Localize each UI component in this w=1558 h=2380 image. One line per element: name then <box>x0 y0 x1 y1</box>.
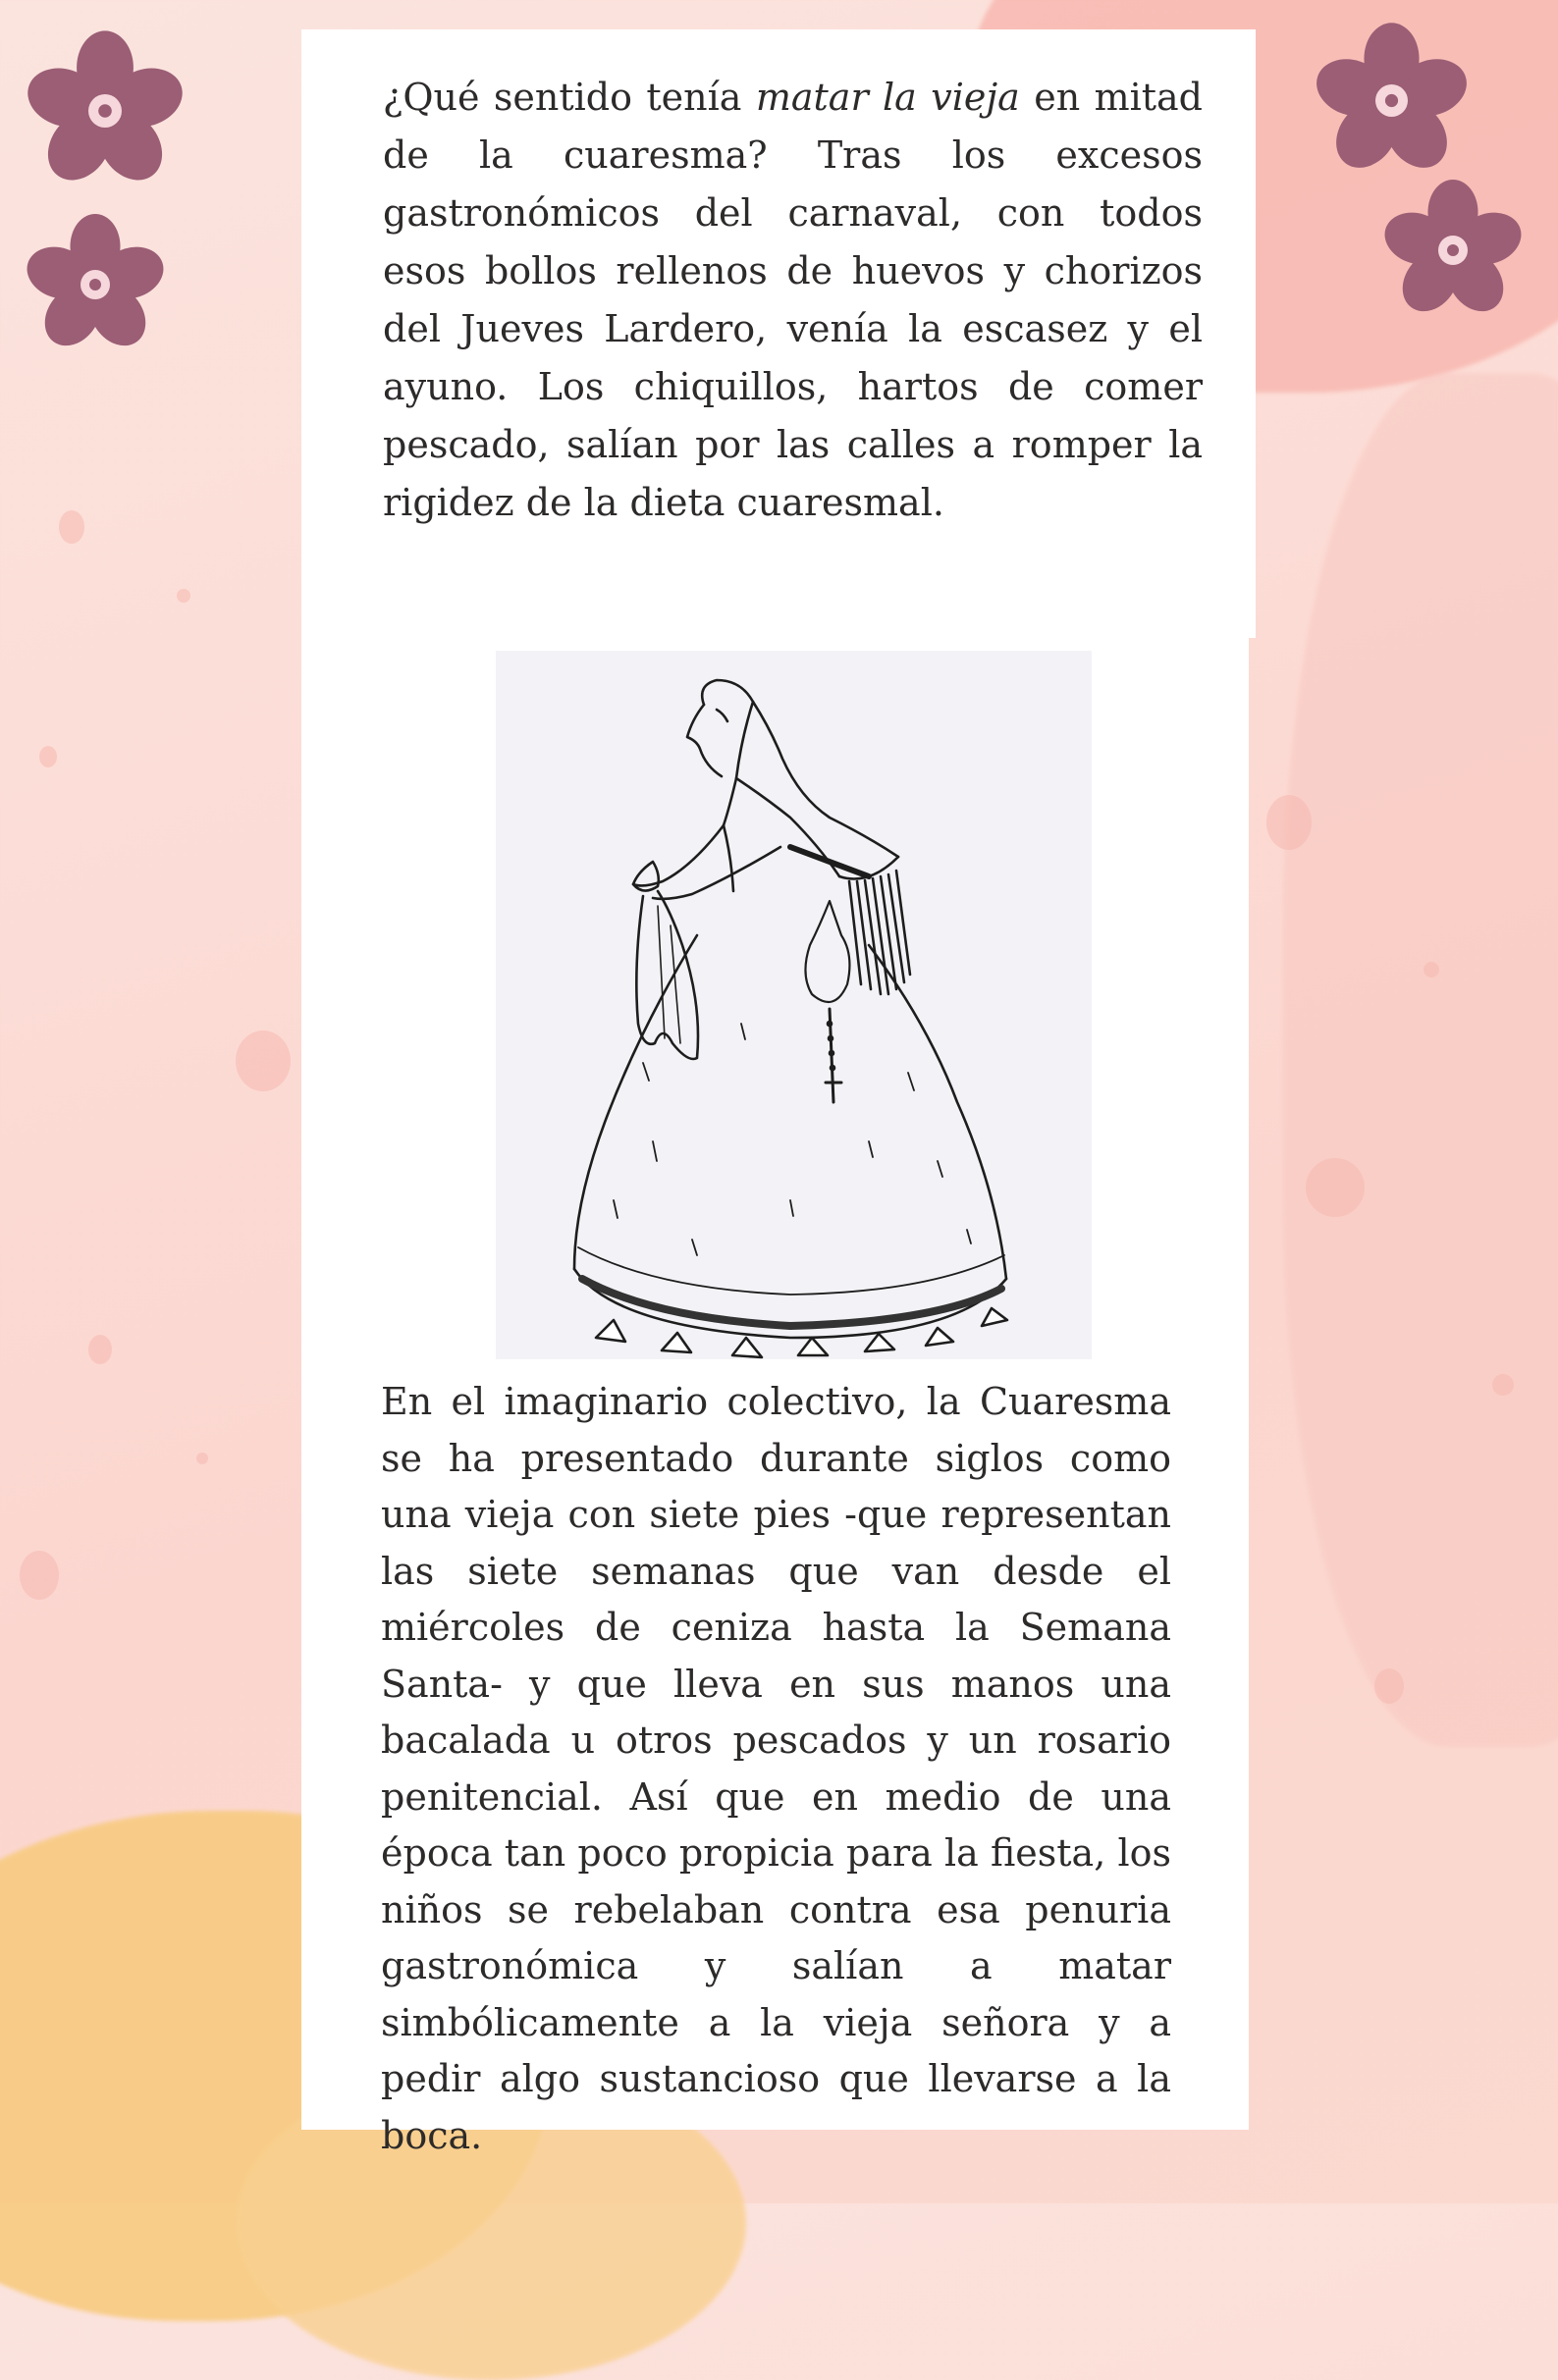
background-speckle <box>39 746 57 767</box>
intro-rest: en mitad de la cuaresma? Tras los excesos gastronómicos del carnaval, con todos esos bollos rellenos de huevos y chorizos del Jueves Lardero, venía la escasez y el ayuno. Los chiquillos, hartos de comer pescado, salían por las calles a romper la rigidez de la dieta cuaresmal. <box>383 76 1204 524</box>
background-speckle <box>1306 1158 1365 1217</box>
flower-icon <box>22 27 188 194</box>
intro-emphasis: matar la vieja <box>755 76 1020 119</box>
flower-icon <box>22 211 169 358</box>
flower-icon <box>1311 20 1473 182</box>
flower-icon <box>1379 177 1527 324</box>
background-speckle <box>88 1335 112 1364</box>
background-speckle <box>1374 1668 1404 1704</box>
background-speckle <box>196 1453 208 1464</box>
background-speckle <box>1492 1374 1514 1396</box>
background-blob-right <box>1283 373 1558 1747</box>
intro-paragraph <box>383 69 1203 532</box>
background-speckle <box>1266 795 1312 850</box>
background-speckle <box>1424 962 1439 978</box>
background-speckle <box>59 510 84 544</box>
background-speckle <box>236 1031 291 1091</box>
old-woman-illustration <box>496 651 1092 1359</box>
intro-lead: ¿Qué sentido tenía <box>383 76 756 119</box>
body-paragraph: En el imaginario colectivo, la Cuaresma se ha presentado durante siglos como una vieja con siete pies -que representan las siete semanas que van desde el miércoles de ceniza hasta la Semana Santa- y que lleva en sus manos una bacalada u otros pescados y un rosario penitencial. Así que en medio de una época tan poco propicia para la fiesta, los niños se rebelaban contra esa penuria gastronómica y salían a matar simbólicamente a la vieja señora y a pedir algo sustancioso que llevarse a la boca. <box>381 1380 1171 2157</box>
background-speckle <box>177 589 190 603</box>
background-speckle <box>20 1551 59 1600</box>
